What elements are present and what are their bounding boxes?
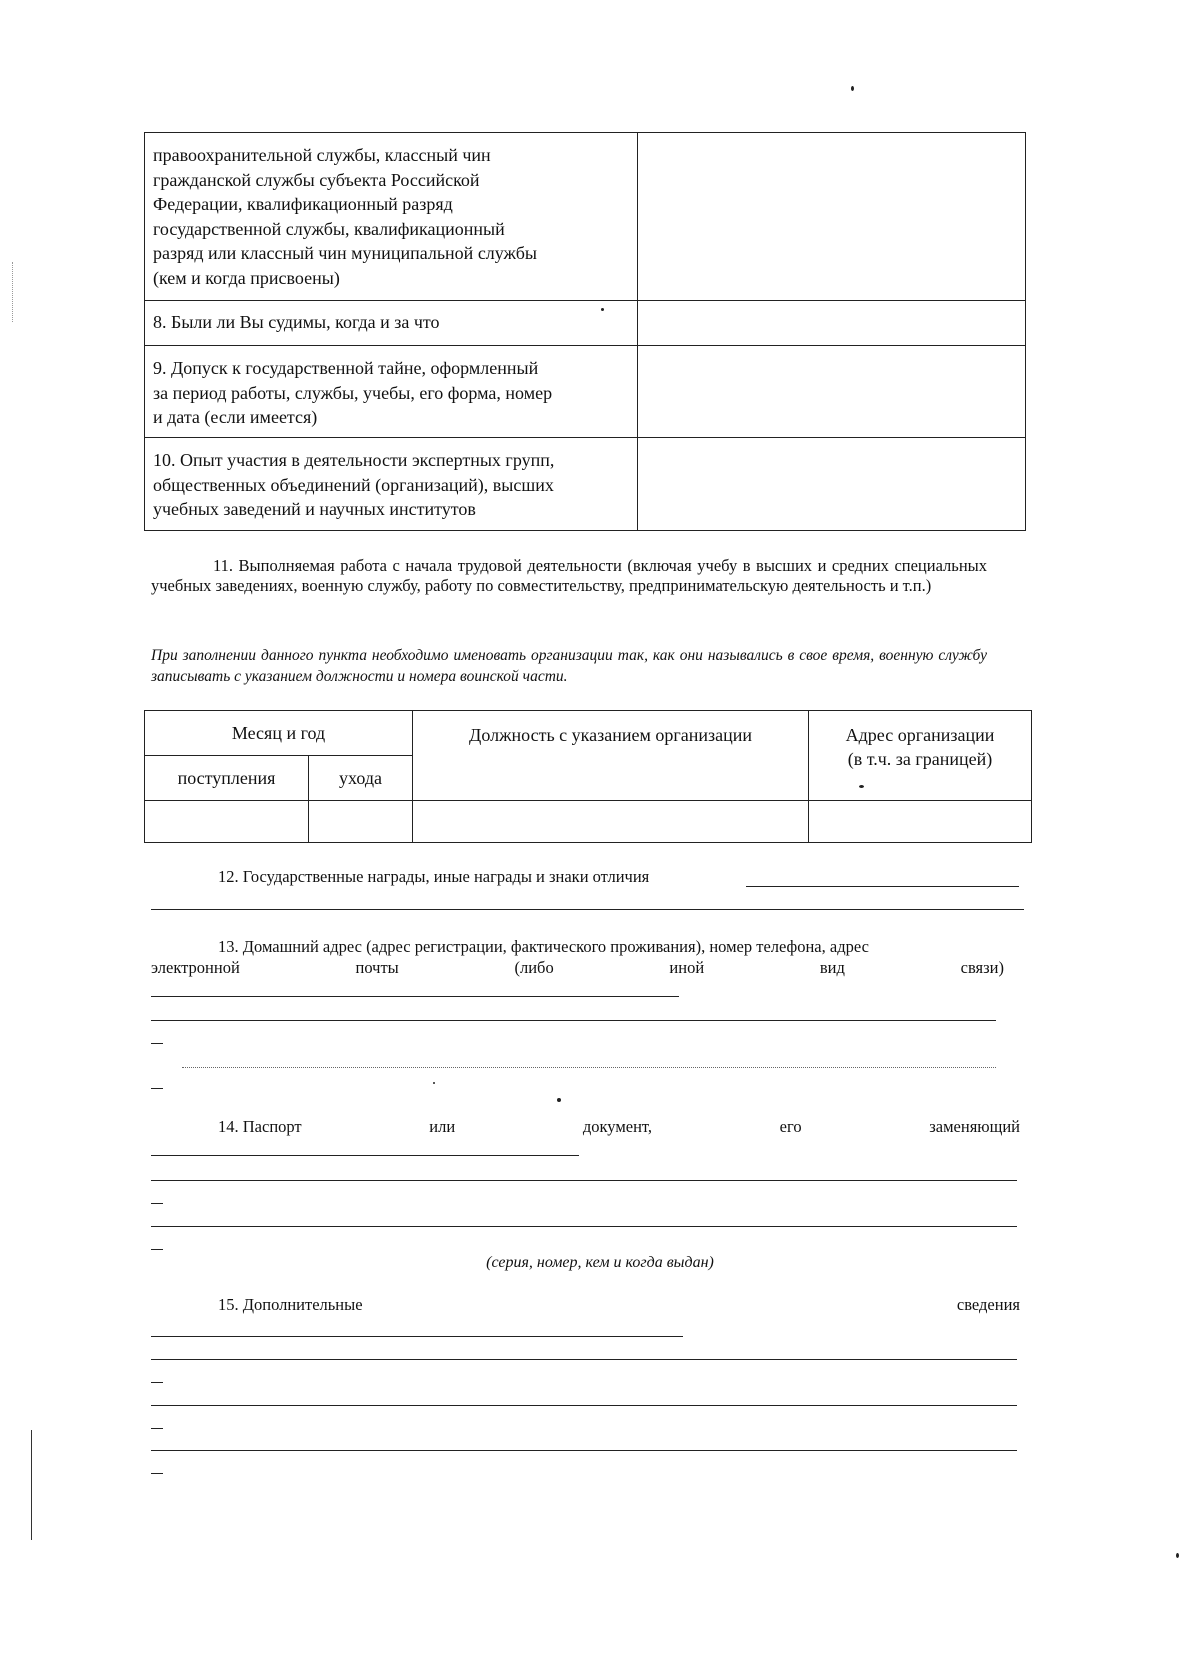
word: сведения (956, 1295, 1020, 1314)
word: вид (819, 958, 845, 977)
questionnaire-table (144, 132, 1026, 531)
address-fill-line[interactable] (182, 1067, 996, 1068)
answer-cell[interactable] (638, 301, 1026, 346)
answer-cell[interactable] (638, 133, 1026, 301)
margin-mark (31, 1430, 32, 1540)
table-row (145, 438, 1026, 531)
word: 15. Дополнительные (218, 1295, 363, 1314)
question-8-text: 8. Были ли Вы судимы, когда и за что (153, 312, 440, 332)
scan-speck (1176, 1553, 1179, 1558)
dash-mark (151, 1088, 163, 1089)
section-11-note: При заполнении данного пункта необходимо именовать организации так, как они назывались в свое время, военную службу записывать с указанием должности и номера воинской части. (151, 647, 987, 685)
scan-speck (859, 785, 864, 788)
word: документ, (582, 1117, 653, 1136)
word: заменяющий (929, 1117, 1020, 1136)
scan-speck (557, 1098, 561, 1102)
additional-fill-line[interactable] (151, 1405, 1017, 1406)
word: 14. Паспорт (218, 1117, 302, 1136)
answer-cell[interactable] (638, 438, 1026, 531)
exit-cell[interactable] (309, 801, 413, 843)
entry-header: поступления (145, 756, 309, 801)
section-13-line1: 13. Домашний адрес (адрес регистрации, фактического проживания), номер телефона, адрес (218, 937, 869, 956)
word: или (429, 1117, 456, 1136)
month-year-header: Месяц и год (145, 711, 413, 756)
position-header: Должность с указанием организации (413, 711, 809, 801)
answer-cell[interactable] (638, 346, 1026, 438)
answer-text (638, 133, 1025, 149)
table-row (145, 301, 1026, 346)
dash-mark (151, 1249, 163, 1250)
awards-fill-line-2[interactable] (151, 909, 1024, 910)
question-cell (145, 301, 638, 346)
table-row (145, 346, 1026, 438)
answer-text (638, 346, 1025, 362)
position-cell[interactable] (413, 801, 809, 843)
answer-text (638, 301, 1025, 317)
section-11-text: 11. Выполняемая работа с начала трудовой деятельности (включая учебу в высших и средних специальных учебных заведениях, военную службу, работу по совместительству, предпринимательскую деятельность и т.п.) (151, 556, 987, 595)
passport-fill-line[interactable] (151, 1155, 579, 1156)
address-fill-line[interactable] (151, 996, 679, 997)
word: электронной (151, 958, 240, 977)
question-9-text: 9. Допуск к государственной тайне, оформленный за период работы, службы, учебы, его форма, номер и дата (если имеется) (153, 358, 553, 427)
section-14-line (218, 1117, 1020, 1137)
word: иной (669, 958, 705, 977)
address-cell[interactable] (809, 801, 1032, 843)
exit-header: ухода (309, 756, 413, 801)
word: связи) (960, 958, 1004, 977)
passport-caption: (серия, номер, кем и когда выдан) (486, 1254, 714, 1271)
question-7-text: правоохранительной службы, классный чин гражданской службы субъекта Российской Федерации, квалификационный разряд государственной службы, квалификационный разряд или классный чин муниципальной службы (кем и когда присвоены) (153, 145, 538, 288)
scan-speck (601, 308, 604, 311)
table-row (145, 801, 1032, 843)
address-fill-line[interactable] (151, 1020, 996, 1021)
question-cell (145, 133, 638, 301)
question-cell (145, 346, 638, 438)
additional-fill-line[interactable] (151, 1336, 683, 1337)
margin-mark (12, 262, 13, 322)
entry-cell[interactable] (145, 801, 309, 843)
section-12-text: 12. Государственные награды, иные награды и знаки отличия (218, 867, 650, 886)
table-row (145, 133, 1026, 301)
additional-fill-line[interactable] (151, 1450, 1017, 1451)
answer-text (638, 438, 1025, 454)
address-header: Адрес организации (в т.ч. за границей) (809, 711, 1032, 801)
awards-fill-line[interactable] (746, 886, 1019, 887)
question-cell (145, 438, 638, 531)
dash-mark (151, 1043, 163, 1044)
question-10-text: 10. Опыт участия в деятельности экспертных групп, общественных объединений (организаций), высших учебных заведений и научных институтов (153, 450, 555, 519)
table-header-row (145, 711, 1032, 756)
passport-fill-line[interactable] (151, 1180, 1017, 1181)
dash-mark (151, 1473, 163, 1474)
word: его (779, 1117, 802, 1136)
dash-mark (151, 1382, 163, 1383)
word: (либо (514, 958, 554, 977)
dash-mark (151, 1428, 163, 1429)
section-15-line (218, 1295, 1020, 1315)
scan-speck (851, 86, 854, 91)
work-history-table (144, 710, 1032, 843)
passport-fill-line[interactable] (151, 1226, 1017, 1227)
scan-speck (433, 1082, 435, 1084)
section-13-line2 (151, 958, 1004, 978)
word: почты (355, 958, 399, 977)
additional-fill-line[interactable] (151, 1359, 1017, 1360)
dash-mark (151, 1203, 163, 1204)
